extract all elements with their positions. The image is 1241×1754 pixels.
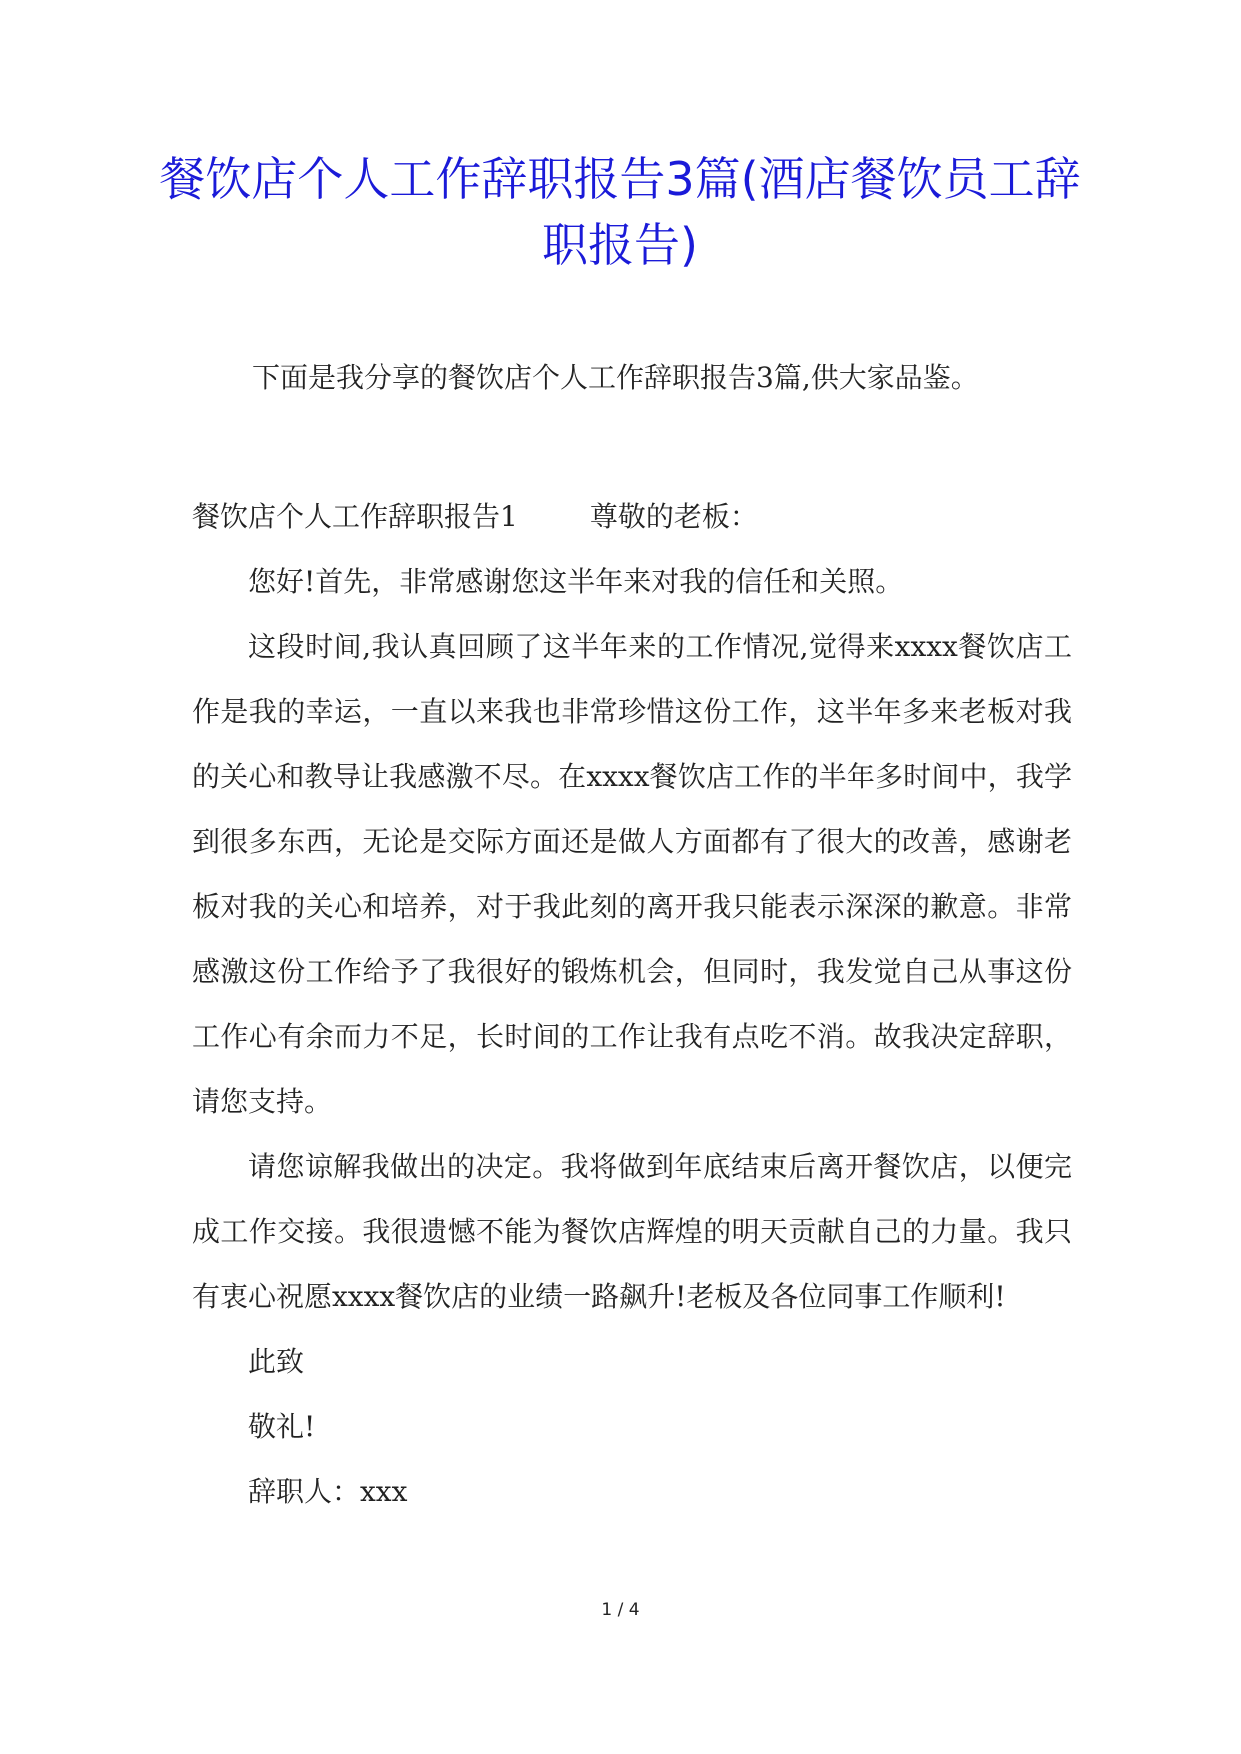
document-title: 餐饮店个人工作辞职报告3篇(酒店餐饮员工辞职报告) bbox=[159, 152, 1081, 272]
salutation: 尊敬的老板： bbox=[589, 500, 758, 533]
report-heading-line bbox=[192, 484, 1072, 549]
closing-line-1: 此致 bbox=[248, 1345, 305, 1378]
paragraph-wishes: 请您谅解我做出的决定。我将做到年底结束后离开餐饮店，以便完成工作交接。我很遗憾不能为餐饮店辉煌的明天贡献自己的力量。我只有衷心祝愿xxxx餐饮店的业绩一路飙升!老板及各位同事工作顺利! bbox=[192, 1150, 1072, 1313]
paragraph-main: 这段时间,我认真回顾了这半年来的工作情况,觉得来xxxx餐饮店工作是我的幸运，一直以来我也非常珍惜这份工作，这半年多来老板对我的关心和教导让我感激不尽。在xxxx餐饮店工作的半年多时间中，我学到很多东西，无论是交际方面还是做人方面都有了很大的改善，感谢老板对我的关心和培养，对于我此刻的离开我只能表示深深的歉意。非常感激这份工作给予了我很好的锻炼机会，但同时，我发觉自己从事这份工作心有余而力不足，长时间的工作让我有点吃不消。故我决定辞职，请您支持。 bbox=[192, 630, 1072, 1118]
report-heading: 餐饮店个人工作辞职报告1 bbox=[192, 500, 518, 533]
page-number: 1 / 4 bbox=[601, 1600, 640, 1620]
signature: 辞职人：xxx bbox=[248, 1475, 408, 1508]
paragraph-greeting: 您好!首先，非常感谢您这半年来对我的信任和关照。 bbox=[248, 565, 904, 598]
report-body bbox=[192, 484, 1072, 1524]
closing-line-2: 敬礼! bbox=[248, 1410, 316, 1443]
intro-paragraph: 下面是我分享的餐饮店个人工作辞职报告3篇,供大家品鉴。 bbox=[252, 361, 979, 394]
